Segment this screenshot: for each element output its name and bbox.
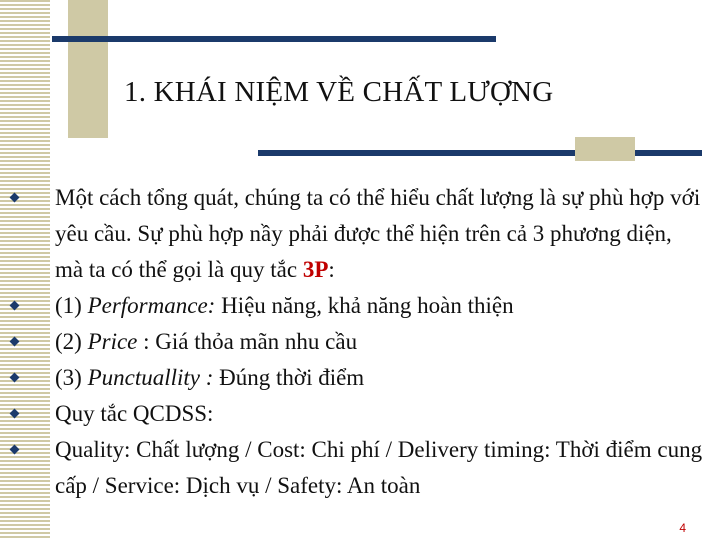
bullet-text: Hiệu năng, khả năng hoàn thiện — [215, 293, 514, 318]
bullet-text: Đúng thời điểm — [213, 365, 365, 390]
decorative-olive-block-right — [575, 137, 635, 161]
bullet-item-punctuality — [55, 360, 705, 396]
decorative-navy-bar-bottom — [258, 150, 702, 156]
bullet-text: : Giá thỏa mãn nhu cầu — [137, 329, 358, 354]
bullet-text: Quy tắc QCDSS: — [55, 401, 214, 426]
bullet-text: Một cách tổng quát, chúng ta có thể hiểu chất lượng là sự phù hợp với yêu cầu. Sự phù hợp nầy phải được thể hiện trên cả 3 phương diện, mà ta có thể gọi là quy tắc — [55, 185, 701, 282]
bullet-item-qcdss-rule — [55, 396, 705, 432]
rule-3p-highlight: 3P — [302, 257, 329, 282]
decorative-navy-bar-top — [52, 36, 496, 42]
decorative-olive-block-top — [68, 0, 108, 138]
bullet-prefix: (1) — [55, 293, 88, 318]
bullet-prefix: (2) — [55, 329, 88, 354]
bullet-term: Performance: — [87, 293, 216, 318]
bullet-term: Price — [87, 329, 138, 354]
bullet-text: Quality: Chất lượng / Cost: Chi phí / Delivery timing: Thời điểm cung cấp / Service: Dịch vụ / Safety: An toàn — [55, 437, 703, 498]
decorative-stripe-column — [0, 0, 50, 540]
page-number: 4 — [679, 521, 686, 535]
bullet-text-suffix: : — [328, 257, 335, 282]
bullet-item-price — [55, 324, 705, 360]
bullet-item-definition — [55, 180, 705, 288]
bullet-item-performance — [55, 288, 705, 324]
bullet-term: Punctuallity : — [87, 365, 214, 390]
bullet-list — [55, 180, 705, 504]
bullet-item-qcdss-detail — [55, 432, 705, 504]
bullet-prefix: (3) — [55, 365, 88, 390]
slide-title: 1. KHÁI NIỆM VỀ CHẤT LƯỢNG — [124, 76, 554, 108]
